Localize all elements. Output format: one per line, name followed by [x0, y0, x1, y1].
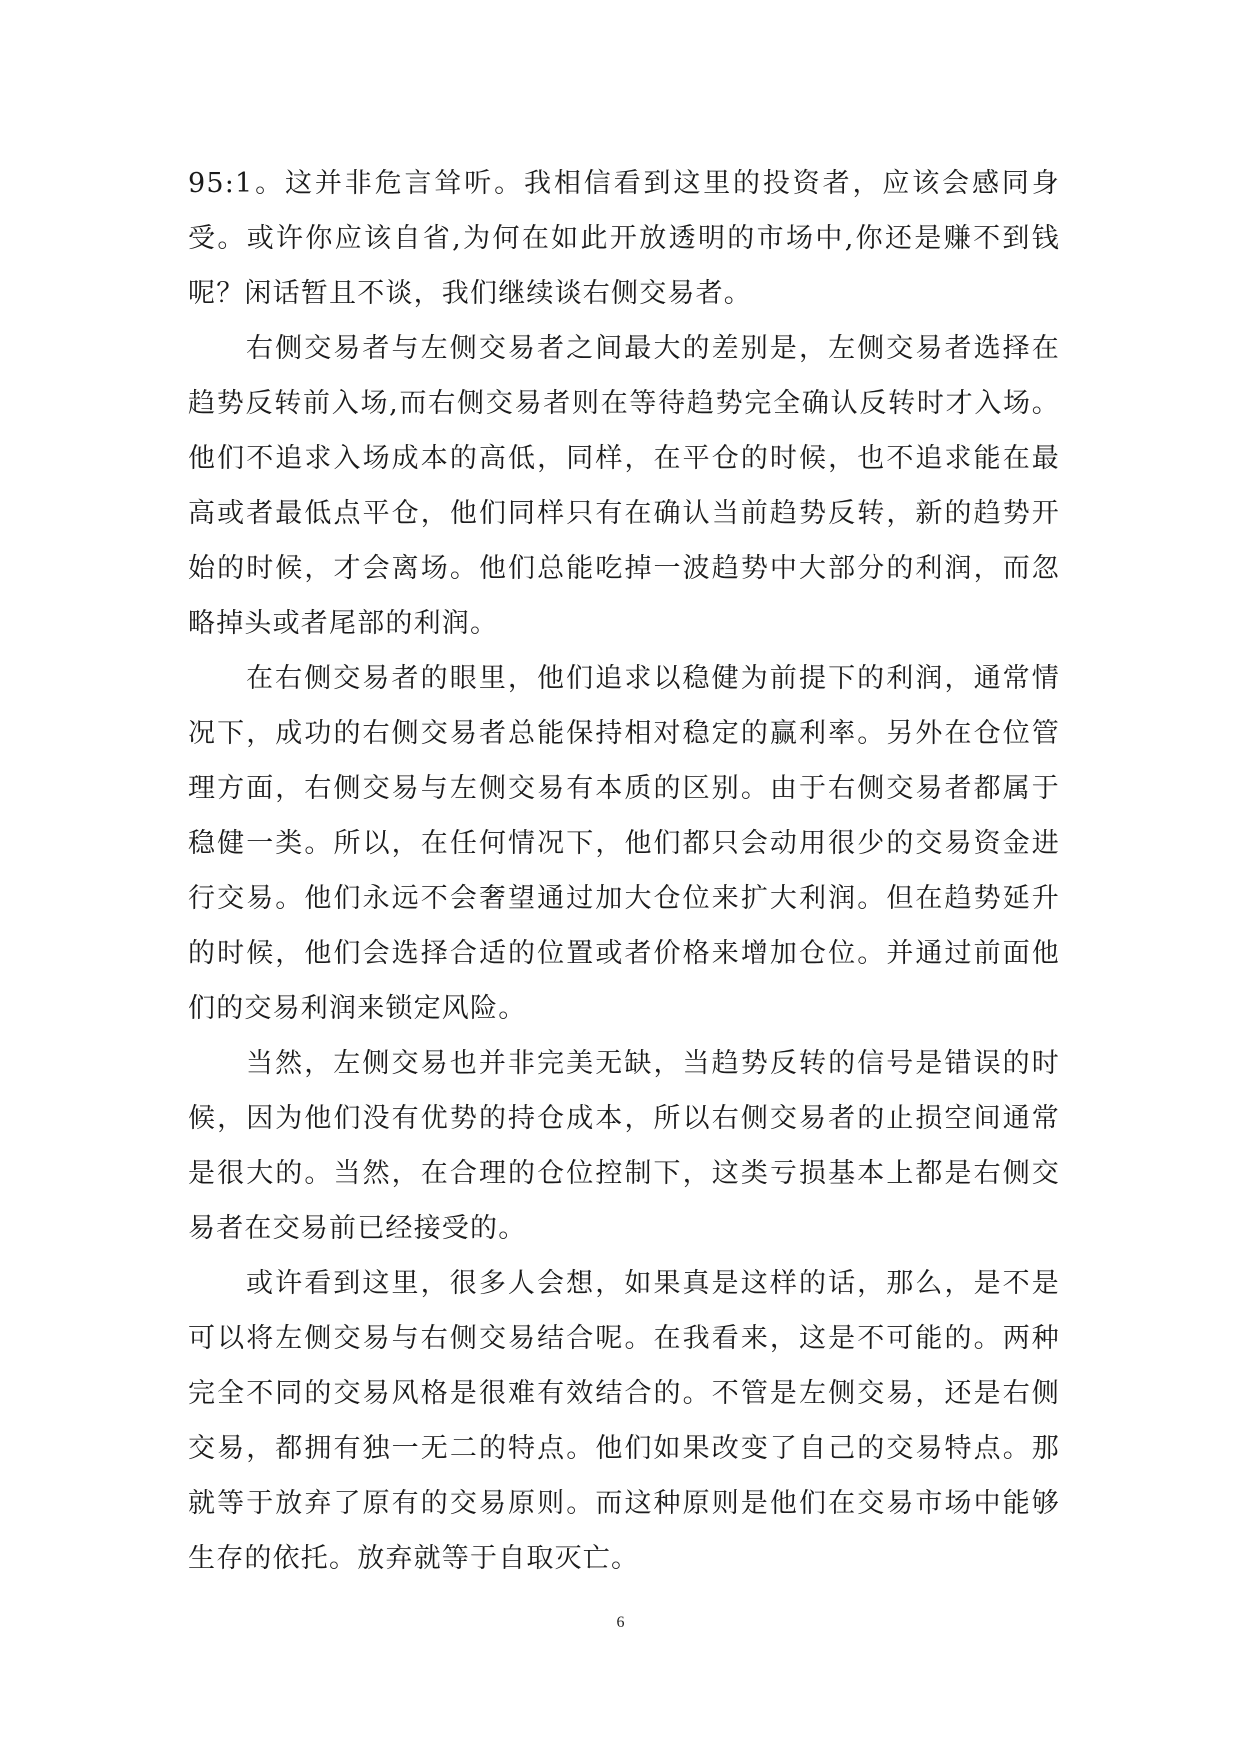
paragraph-4: 当然，左侧交易也并非完美无缺，当趋势反转的信号是错误的时候，因为他们没有优势的持仓成本，所以右侧交易者的止损空间通常是很大的。当然，在合理的仓位控制下，这类亏损基本上都是右侧交易者在交易前已经接受的。: [188, 1048, 1060, 1244]
document-body: [188, 156, 1060, 1586]
paragraph-3: 在右侧交易者的眼里，他们追求以稳健为前提下的利润，通常情况下，成功的右侧交易者总能保持相对稳定的赢利率。另外在仓位管理方面，右侧交易与左侧交易有本质的区别。由于右侧交易者都属于稳健一类。所以，在任何情况下，他们都只会动用很少的交易资金进行交易。他们永远不会奢望通过加大仓位来扩大利润。但在趋势延升的时候，他们会选择合适的位置或者价格来增加仓位。并通过前面他们的交易利润来锁定风险。: [188, 663, 1060, 1024]
paragraph-2: 右侧交易者与左侧交易者之间最大的差别是，左侧交易者选择在趋势反转前入场,而右侧交易者则在等待趋势完全确认反转时才入场。他们不追求入场成本的高低，同样，在平仓的时候，也不追求能在最高或者最低点平仓，他们同样只有在确认当前趋势反转，新的趋势开始的时候，才会离场。他们总能吃掉一波趋势中大部分的利润，而忽略掉头或者尾部的利润。: [188, 333, 1060, 639]
paragraph-5: 或许看到这里，很多人会想，如果真是这样的话，那么，是不是可以将左侧交易与右侧交易结合呢。在我看来，这是不可能的。两种完全不同的交易风格是很难有效结合的。不管是左侧交易，还是右侧交易，都拥有独一无二的特点。他们如果改变了自己的交易特点。那就等于放弃了原有的交易原则。而这种原则是他们在交易市场中能够生存的依托。放弃就等于自取灭亡。: [188, 1268, 1060, 1574]
page-number: 6: [616, 1614, 625, 1631]
paragraph-1: 95:1。这并非危言耸听。我相信看到这里的投资者，应该会感同身受。或许你应该自省,为何在如此开放透明的市场中,你还是赚不到钱呢？闲话暂且不谈，我们继续谈右侧交易者。: [188, 168, 1060, 309]
